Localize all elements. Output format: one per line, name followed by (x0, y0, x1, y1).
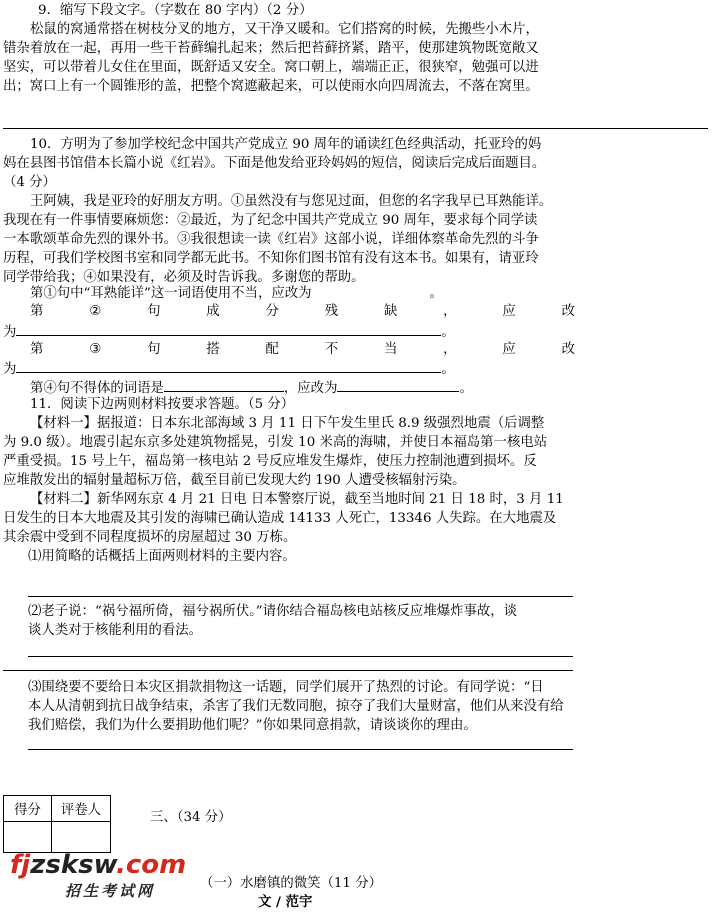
q11-prompt-2-line: 谈人类对于核能利用的看法。 (28, 623, 203, 638)
q10-sub1-prefix: 第①句中“耳熟能详”这一词语使用不当，应改为 (30, 286, 312, 301)
q10-sub3-cont (3, 358, 455, 379)
q9-text-line: 出；窝口上有一个圆锥形的盖，把整个窝遮蔽起来，可以使雨水向四周流去，不落在窝里。 (3, 79, 539, 94)
q10-sub3-word: ， (443, 342, 457, 357)
q10-sub4-end: 。 (459, 381, 473, 396)
q11-material2-line: 其余震中受到不同程度损坏的房屋超过 30 万栋。 (3, 530, 297, 545)
q11-material1-line: 为 9.0 级）。地震引起东京多处建筑物摇晃，引发 10 米高的海啸，并使日本福岛第一核电站 (3, 435, 548, 450)
q10-intro-line: 妈在县图书馆借本长篇小说《红岩》。下面是他发给亚玲妈妈的短信，阅读后完成后面题目。 (3, 156, 546, 171)
q10-sub3-word: 当 (383, 342, 398, 357)
q10-sub2 (30, 302, 575, 321)
grader-cell[interactable] (52, 822, 111, 853)
q11-material2-line: 日发生的日本大地震及其引发的海啸已确认造成 14133 人死亡，13346 人失踪。在大地震及 (3, 511, 557, 526)
q9-prompt: 9．缩写下段文字。（字数在 80 字内）（2 分） (38, 3, 313, 18)
score-header: 得分 (4, 796, 52, 822)
q10-sub2-word: 残 (324, 304, 339, 319)
q11-answer2-line-2[interactable] (3, 670, 573, 671)
q10-sms-line: 一本歌颂革命先烈的课外书。③我很想读一读《红岩》这部小说，详细体察革命先烈的斗争 (3, 232, 539, 247)
q10-sms-line: 历程，可我们学校图书室和同学都无此书。不知你们图书馆有没有这本书。如果有，请亚玲 (3, 251, 539, 266)
q10-sub2-word: 分 (265, 304, 279, 319)
q10-sub4-prefix: 第④句不得体的词语是 (30, 381, 164, 396)
q11-material1-line: 【材料一】据报道：日本东北部海域 3 月 11 日下午发生里氏 8.9 级强烈地震（后调整 (30, 416, 545, 431)
q10-sub3-word: 改 (561, 342, 575, 357)
q10-sub3 (30, 340, 575, 359)
score-cell[interactable] (4, 822, 52, 853)
q10-sub1-end: 。 (429, 286, 443, 301)
q11-prompt-3-line: 本人从清朝到抗日战争结束，杀害了我们无数同胞，掠夺了我们大量财富，他们从来没有给 (28, 699, 564, 714)
q11-answer1-line[interactable] (28, 596, 573, 597)
q10-sub2-word: 句 (147, 304, 161, 319)
q11-prompt-3-line: 我们赔偿，我们为什么要捐助他们呢？”你如果同意捐款，请谈谈你的理由。 (28, 718, 477, 733)
q10-sms-line: 王阿姨，我是亚玲的好朋友方明。①虽然没有与您见过面，但您的名字我早已耳熟能详。 (30, 194, 553, 209)
section-three-heading: 三、（34 分） (150, 810, 232, 825)
q10-sub2-word: 应 (502, 304, 516, 319)
q10-sub3-word: 第 (30, 342, 44, 357)
q11-prompt-3-line: ⑶围绕要不要给日本灾区捐款捐物这一话题，同学们展开了热烈的讨论。有同学说：“日 (28, 680, 544, 695)
q10-sub2-word: 第 (30, 304, 44, 319)
q10-sms-line: 我现在有一件事情要麻烦您：②最近，为了纪念中国共产党成立 90 周年，要求每个同学读 (3, 213, 538, 228)
q11-material2-line: 【材料二】新华网东京 4 月 21 日电 日本警察厅说，截至当地时间 21 日 18 时，3 月 11 (30, 492, 564, 507)
reading-title: （一）水磨镇的微笑（11 分） (200, 876, 382, 891)
q10-sub2-word: ， (443, 304, 457, 319)
q10-sub4-mid: ，应改为 (283, 381, 338, 396)
q11-material1-line: 应堆散发出的辐射量超标万倍，截至目前已发现大约 190 人遭受核辐射污染。 (3, 473, 466, 488)
q9-text-line: 松鼠的窝通常搭在树枝分叉的地方，又干净又暖和。它们搭窝的时候，先搬些小木片， (30, 22, 539, 37)
q9-answer-line[interactable] (3, 128, 708, 129)
q10-sub3-word: 应 (502, 342, 516, 357)
q10-sub2-blank[interactable] (16, 321, 441, 336)
logo-wordmark: fjzsksw.com (10, 850, 187, 880)
q10-sub2-word: 改 (561, 304, 575, 319)
q10-sub1 (30, 284, 443, 303)
q10-sub4-blank-word[interactable] (164, 377, 284, 392)
q11-answer2-line-1[interactable] (28, 656, 573, 657)
q11-prompt-1: ⑴用简略的话概括上面两则材料的主要内容。 (28, 549, 296, 564)
site-logo (10, 850, 187, 900)
q10-sms-line: 同学带给我；④如果没有，必须及时告诉我。多谢您的帮助。 (3, 270, 365, 285)
score-table (3, 795, 111, 853)
q10-sub2-end: 。 (441, 325, 455, 340)
q10-sub3-word: 不 (324, 342, 339, 357)
logo-subtitle: 招生考试网 (65, 882, 156, 900)
q10-sub3-word: 搭 (206, 342, 220, 357)
q11-prompt-2-line: ⑵老子说：“祸兮福所倚，福兮祸所伏。”请你结合福岛核电站核反应堆爆炸事故，谈 (28, 604, 518, 619)
q10-sub3-word: 配 (265, 342, 279, 357)
q9-text-line: 坚实，可以带着儿女住在里面，既舒适又安全。窝口朝上，端端正正，很狭窄，勉强可以进 (3, 60, 539, 75)
q10-sub3-word: ③ (89, 342, 102, 357)
q10-sub3-cont-text: 为 (3, 362, 17, 377)
q11-answer3-line[interactable] (28, 749, 573, 750)
q10-sub3-word: 句 (147, 342, 161, 357)
q11-intro: 11．阅读下边两则材料按要求答题。（5 分） (30, 397, 295, 412)
q10-sub2-cont (3, 321, 455, 342)
q10-intro-line: 10．方明为了参加学校纪念中国共产党成立 90 周年的诵读红色经典活动，托亚玲的妈 (30, 137, 542, 152)
q10-sub2-word: 缺 (383, 304, 398, 319)
q9-text-line: 错杂着放在一起，再用一些干苔藓编扎起来；然后把苔藓挤紧，踏平，使那建筑物既宽敞又 (3, 41, 539, 56)
q10-sub4-blank-fix[interactable] (337, 377, 459, 392)
q10-sub3-blank[interactable] (16, 358, 441, 373)
q10-sub2-word: 成 (206, 304, 220, 319)
reading-author: 文 / 范宇 (258, 894, 313, 910)
q11-material1-line: 严重受损。15 号上午，福岛第一核电站 2 号反应堆发生爆炸，使压力控制池遭到损坏。反 (3, 454, 537, 469)
q10-sub2-word: ② (89, 304, 102, 319)
grader-header: 评卷人 (52, 796, 111, 822)
q10-intro-line: （4 分） (3, 175, 56, 190)
q10-sub2-cont-text: 为 (3, 325, 17, 340)
q10-sub3-end: 。 (441, 362, 455, 377)
